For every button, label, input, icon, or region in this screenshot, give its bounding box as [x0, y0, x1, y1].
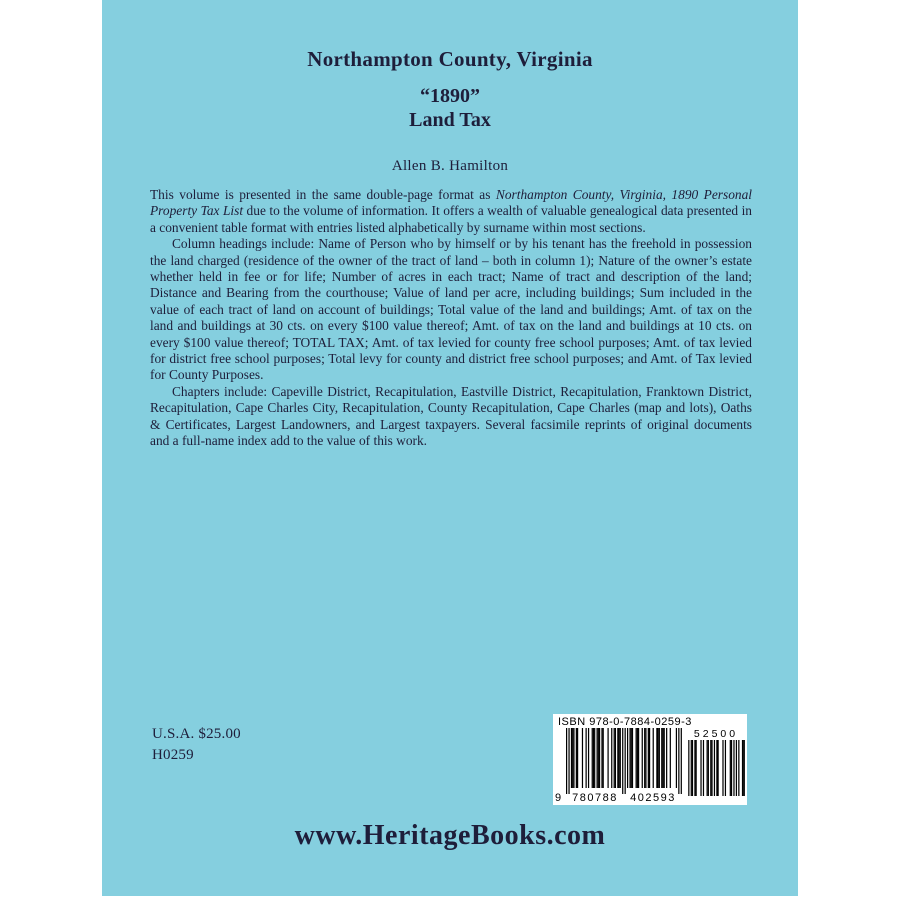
referenced-book-title: Northampton County, Virginia, 1890 Personal Property Tax List [150, 187, 752, 219]
book-subtitle: Land Tax [409, 109, 491, 131]
description-paragraph-1 [150, 187, 752, 236]
price: U.S.A. $25.00 [152, 726, 241, 742]
book-author: Allen B. Hamilton [391, 158, 509, 174]
barcode-left-digits: 780788 [572, 792, 618, 804]
ean13-barcode-icon [566, 728, 682, 794]
description-text: due to the volume of information. It offers a wealth of valuable genealogical data presented in a convenient table format with entries listed alphabetically by surname within most sections. [150, 203, 752, 235]
barcode-supplement-digits: 52500 [693, 728, 739, 740]
book-description [150, 187, 752, 450]
book-back-cover [102, 0, 798, 896]
price-block [152, 724, 241, 766]
description-paragraph-2: Column headings include: Name of Person who by himself or by his tenant has the freehold in possession the land charged (residence of the owner of the tract of land – both in column 1); Nature of the owner’s estate whether held in fee or for life; Number of acres in each tract; Name of tract and description of the land; Distance and Bearing from the courthouse; Value of land per acre, including buildings; Sum included in the value of each tract of land on account of buildings; Total value of the land and buildings; Amt. of tax on the land and buildings at 30 cts. on every $100 value thereof; Amt. of tax on the land and buildings at 10 cts. on every $100 value thereof; TOTAL TAX; Amt. of tax levied for county free school purposes; Amt. of tax levied for district free school purposes; Total levy for county and district free school purposes; and Amt. of Tax levied for County Purposes. [150, 236, 752, 383]
barcode-lead-digit: 9 [555, 792, 562, 804]
book-year: “1890” [420, 85, 480, 107]
isbn-barcode-panel [553, 714, 747, 805]
catalog-number: H0259 [152, 747, 194, 763]
publisher-website: www.HeritageBooks.com [294, 820, 606, 851]
isbn-label: ISBN 978-0-7884-0259-3 [558, 716, 692, 728]
description-paragraph-3: Chapters include: Capeville District, Recapitulation, Eastville District, Recapitulation, Franktown District, Recapitulation, Cape Charles City, Recapitulation, County Recapitulation, Cape Charles (map and lots), Oaths & Certificates, Largest Landowners, and Largest taxpayers. Several facsimile reprints of original documents and a full-name index add to the value of this work. [150, 383, 752, 449]
barcode-right-digits: 402593 [630, 792, 676, 804]
book-title: Northampton County, Virginia [307, 47, 593, 71]
description-text: This volume is presented in the same double-page format as [150, 187, 496, 202]
ean5-supplement-barcode-icon [687, 740, 745, 796]
